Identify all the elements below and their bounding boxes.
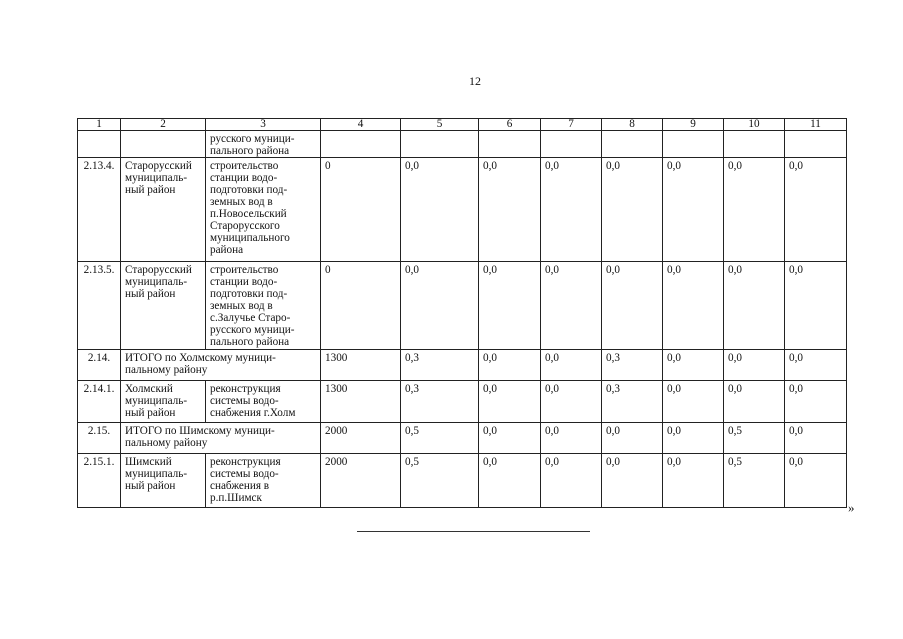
district-cell: Старорусский муниципаль- ный район xyxy=(121,158,206,262)
value-cell xyxy=(602,131,663,158)
column-header: 10 xyxy=(724,119,785,131)
value-cell: 2000 xyxy=(321,454,401,508)
value-cell: 0,0 xyxy=(724,381,785,423)
column-header: 9 xyxy=(663,119,724,131)
total-label-cell: ИТОГО по Холмскому муници- пальному району xyxy=(121,350,321,381)
value-cell: 0,0 xyxy=(785,423,847,454)
description-cell: реконструкция системы водо- снабжения в р.п.Шимск xyxy=(206,454,321,508)
value-cell: 0,0 xyxy=(541,262,602,350)
value-cell: 0,0 xyxy=(541,454,602,508)
value-cell: 0,0 xyxy=(785,381,847,423)
value-cell: 0,5 xyxy=(401,454,479,508)
table-row xyxy=(78,381,847,423)
value-cell: 0 xyxy=(321,158,401,262)
value-cell: 0,0 xyxy=(401,158,479,262)
item-number-cell: 2.15.1. xyxy=(78,454,121,508)
value-cell xyxy=(479,131,541,158)
value-cell: 0,5 xyxy=(724,423,785,454)
item-number-cell: 2.13.4. xyxy=(78,158,121,262)
value-cell: 0,5 xyxy=(724,454,785,508)
footer-divider xyxy=(357,531,590,532)
value-cell: 0,0 xyxy=(541,423,602,454)
value-cell xyxy=(785,131,847,158)
value-cell: 0,3 xyxy=(401,381,479,423)
value-cell: 0,0 xyxy=(479,381,541,423)
item-number-cell xyxy=(78,131,121,158)
value-cell: 0,3 xyxy=(401,350,479,381)
value-cell: 0,0 xyxy=(541,381,602,423)
value-cell: 0,0 xyxy=(724,262,785,350)
description-cell: реконструкция системы водо- снабжения г.Холм xyxy=(206,381,321,423)
value-cell: 0,0 xyxy=(663,381,724,423)
description-cell: строительство станции водо- подготовки под- земных вод в п.Новосельский Старорусского муниципального района xyxy=(206,158,321,262)
value-cell: 0,3 xyxy=(602,381,663,423)
value-cell: 1300 xyxy=(321,350,401,381)
value-cell: 0,0 xyxy=(663,262,724,350)
table-row xyxy=(78,423,847,454)
value-cell: 0,0 xyxy=(602,423,663,454)
value-cell: 0,0 xyxy=(479,454,541,508)
value-cell: 0,0 xyxy=(785,158,847,262)
value-cell xyxy=(401,131,479,158)
table-header-row xyxy=(78,119,847,131)
value-cell: 0,0 xyxy=(785,454,847,508)
value-cell: 0,3 xyxy=(602,350,663,381)
table-row xyxy=(78,262,847,350)
page-number: 12 xyxy=(469,74,481,88)
value-cell: 0,0 xyxy=(663,158,724,262)
value-cell xyxy=(663,131,724,158)
column-header: 1 xyxy=(78,119,121,131)
column-header: 4 xyxy=(321,119,401,131)
value-cell: 0,0 xyxy=(602,454,663,508)
district-cell xyxy=(121,131,206,158)
district-cell: Шимский муниципаль- ный район xyxy=(121,454,206,508)
column-header: 11 xyxy=(785,119,847,131)
value-cell: 0,0 xyxy=(479,423,541,454)
value-cell: 0,0 xyxy=(602,158,663,262)
value-cell: 1300 xyxy=(321,381,401,423)
value-cell xyxy=(321,131,401,158)
value-cell: 0,0 xyxy=(663,423,724,454)
table-row xyxy=(78,131,847,158)
item-number-cell: 2.13.5. xyxy=(78,262,121,350)
value-cell: 0,0 xyxy=(602,262,663,350)
column-header: 2 xyxy=(121,119,206,131)
value-cell: 0,0 xyxy=(479,262,541,350)
value-cell: 0,0 xyxy=(785,262,847,350)
value-cell: 0 xyxy=(321,262,401,350)
total-label-cell: ИТОГО по Шимскому муници- пальному району xyxy=(121,423,321,454)
column-header: 3 xyxy=(206,119,321,131)
value-cell: 0,0 xyxy=(479,350,541,381)
value-cell: 0,5 xyxy=(401,423,479,454)
value-cell: 0,0 xyxy=(401,262,479,350)
district-cell: Холмский муниципаль- ный район xyxy=(121,381,206,423)
value-cell xyxy=(724,131,785,158)
value-cell: 0,0 xyxy=(663,350,724,381)
value-cell: 0,0 xyxy=(724,158,785,262)
column-header: 8 xyxy=(602,119,663,131)
item-number-cell: 2.15. xyxy=(78,423,121,454)
item-number-cell: 2.14. xyxy=(78,350,121,381)
description-cell: русского муници- пального района xyxy=(206,131,321,158)
district-cell: Старорусский муниципаль- ный район xyxy=(121,262,206,350)
value-cell xyxy=(541,131,602,158)
column-header: 6 xyxy=(479,119,541,131)
value-cell: 0,0 xyxy=(541,350,602,381)
item-number-cell: 2.14.1. xyxy=(78,381,121,423)
value-cell: 0,0 xyxy=(663,454,724,508)
value-cell: 0,0 xyxy=(724,350,785,381)
description-cell: строительство станции водо- подготовки под- земных вод в с.Залучье Старо- русского муници- пального района xyxy=(206,262,321,350)
table-row xyxy=(78,158,847,262)
value-cell: 0,0 xyxy=(479,158,541,262)
table-row xyxy=(78,350,847,381)
column-header: 7 xyxy=(541,119,602,131)
value-cell: 0,0 xyxy=(541,158,602,262)
program-table xyxy=(77,118,847,508)
column-header: 5 xyxy=(401,119,479,131)
closing-quote: » xyxy=(848,500,855,515)
value-cell: 2000 xyxy=(321,423,401,454)
table-row xyxy=(78,454,847,508)
value-cell: 0,0 xyxy=(785,350,847,381)
